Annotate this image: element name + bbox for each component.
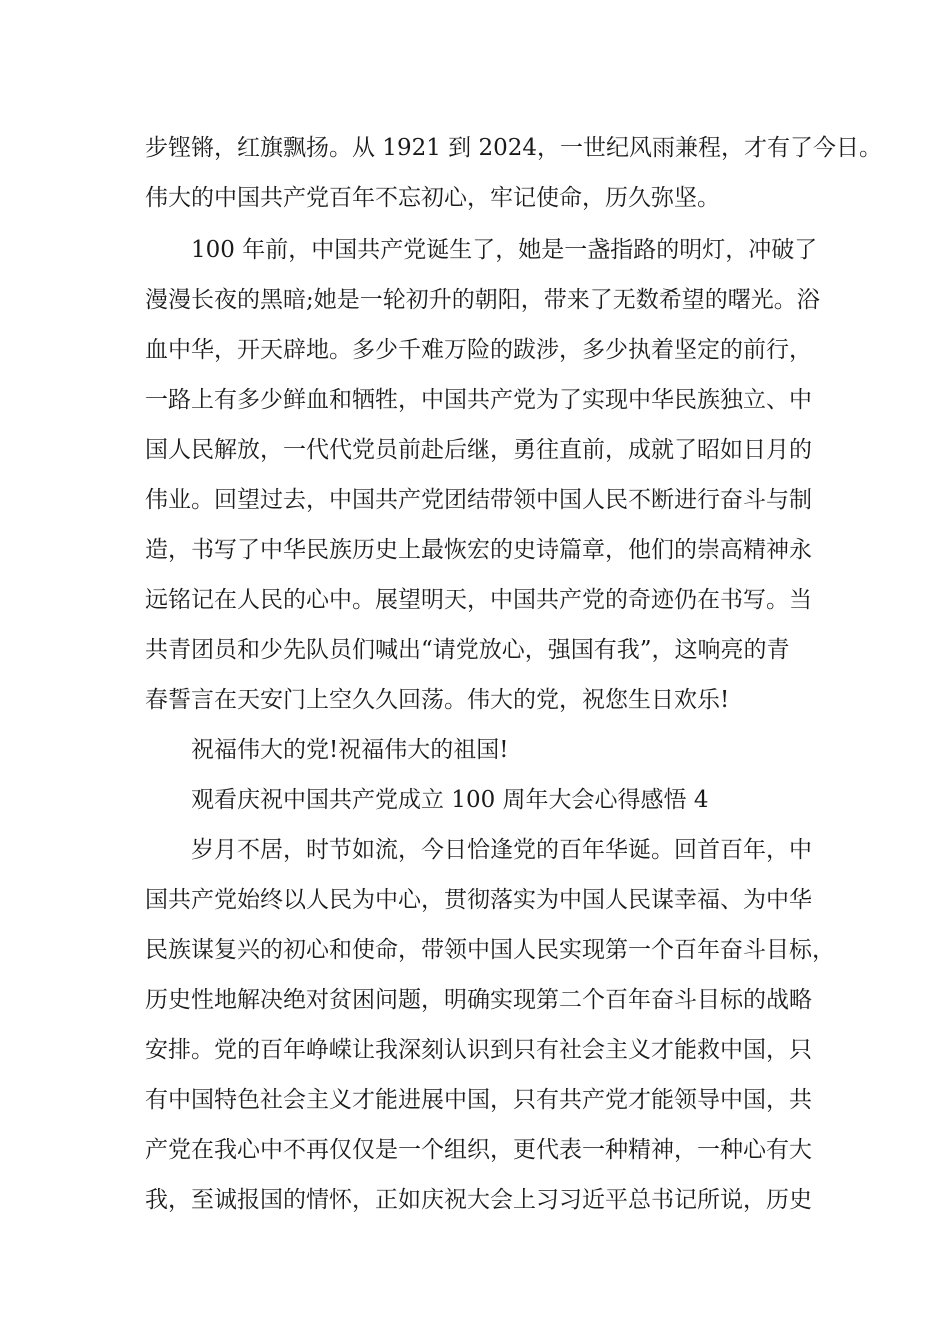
text-line: 历史性地解决绝对贫困问题，明确实现第二个百年奋斗目标的战略 — [145, 987, 812, 1013]
text-line: 步铿锵，红旗飘扬。从 1921 到 2024，一世纪风雨兼程，才有了今日。 — [145, 135, 882, 161]
text-line: 共青团员和少先队员们喊出“请党放心，强国有我”，这响亮的青 — [145, 637, 790, 663]
section-heading: 观看庆祝中国共产党成立 100 周年大会心得感悟 4 — [191, 787, 709, 813]
text-line: 造，书写了中华民族历史上最恢宏的史诗篇章，他们的崇高精神永 — [145, 537, 812, 563]
text-line: 漫漫长夜的黑暗;她是一轮初升的朝阳，带来了无数希望的曙光。浴 — [145, 287, 820, 313]
text-line: 春誓言在天安门上空久久回荡。伟大的党，祝您生日欢乐! — [145, 687, 730, 713]
text-line: 伟大的中国共产党百年不忘初心，牢记使命，历久弥坚。 — [145, 185, 720, 211]
text-line: 有中国特色社会主义才能进展中国，只有共产党才能领导中国，共 — [145, 1087, 812, 1113]
text-line: 安排。党的百年峥嵘让我深刻认识到只有社会主义才能救中国，只 — [145, 1037, 812, 1063]
text-line: 一路上有多少鲜血和牺牲，中国共产党为了实现中华民族独立、中 — [145, 387, 812, 413]
text-line: 远铭记在人民的心中。展望明天，中国共产党的奇迹仍在书写。当 — [145, 587, 812, 613]
text-line: 国共产党始终以人民为中心，贯彻落实为中国人民谋幸福、为中华 — [145, 887, 812, 913]
text-line: 民族谋复兴的初心和使命，带领中国人民实现第一个百年奋斗目标， — [145, 937, 835, 963]
paragraph-start-line: 100 年前，中国共产党诞生了，她是一盏指路的明灯，冲破了 — [191, 237, 818, 263]
text-line: 产党在我心中不再仅仅是一个组织，更代表一种精神，一种心有大 — [145, 1137, 812, 1163]
paragraph-start-line: 岁月不居，时节如流，今日恰逢党的百年华诞。回首百年，中 — [191, 837, 812, 863]
text-line: 国人民解放，一代代党员前赴后继，勇往直前，成就了昭如日月的 — [145, 437, 812, 463]
text-line: 血中华，开天辟地。多少千难万险的跋涉，多少执着坚定的前行， — [145, 337, 812, 363]
text-line: 伟业。回望过去，中国共产党团结带领中国人民不断进行奋斗与制 — [145, 487, 812, 513]
paragraph-start-line: 祝福伟大的党!祝福伟大的祖国! — [191, 737, 509, 763]
text-line: 我，至诚报国的情怀，正如庆祝大会上习习近平总书记所说，历史 — [145, 1187, 812, 1213]
